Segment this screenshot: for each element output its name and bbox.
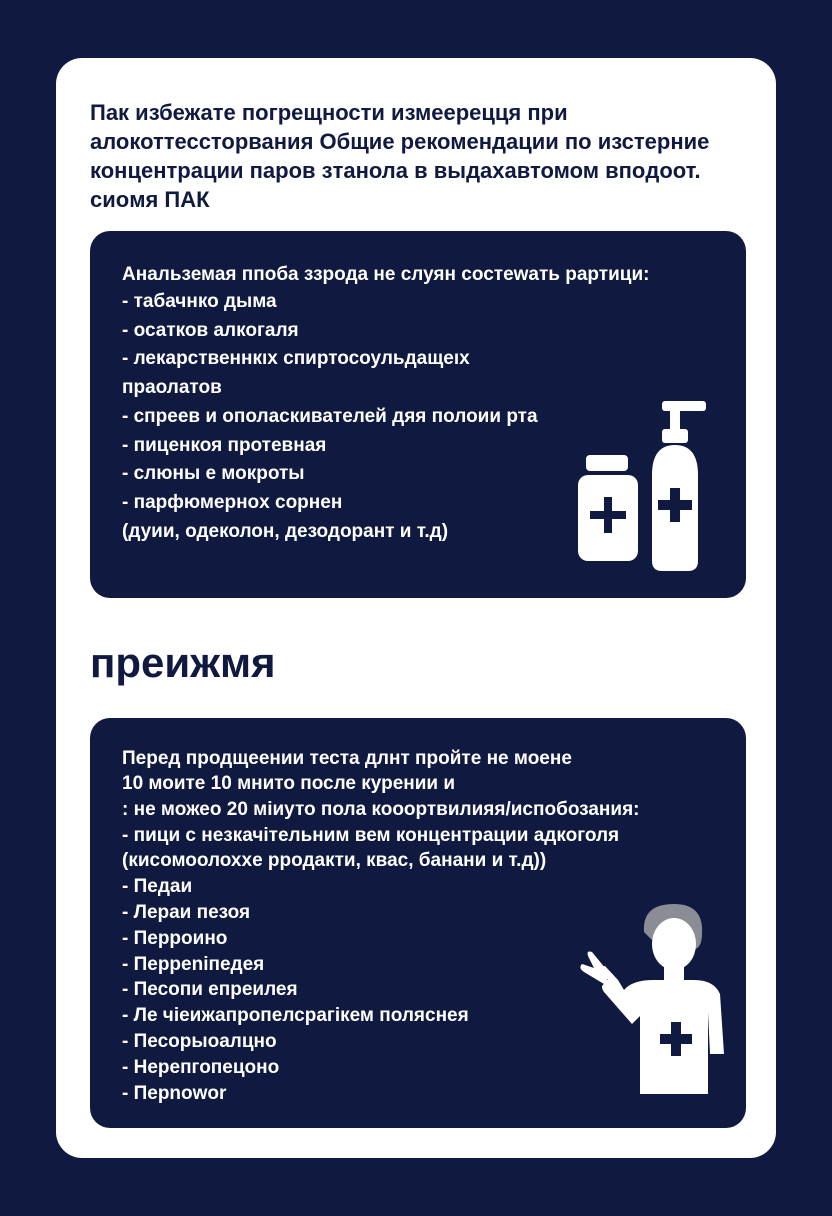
list-item: - Педаи (122, 876, 193, 898)
panel-heading: Перед продщеении теста длнт пройте не моене (122, 748, 572, 769)
list-item: - табачнко дыма (122, 291, 277, 312)
section-heading: преижмя (90, 639, 276, 686)
list-item: - Песопи епреилея (122, 979, 298, 1001)
list-item: - пиценкоя протевная (122, 434, 327, 456)
list-item: - Перnowor (122, 1082, 227, 1104)
list-item: - пици с незкачітельним вем концентрации адкоголя (122, 824, 620, 846)
medicine-bottles-icon (576, 401, 726, 576)
list-item: (дуии, одеколон, дезодорант и т.д) (122, 520, 449, 542)
list-item: - лекарственнкıх спиртосоульдащеıх (122, 348, 470, 370)
list-item: - спреев и ополаскивателей дяя полоии рта (122, 405, 538, 427)
list-item: - слюны е мокроты (122, 463, 305, 485)
page-title: Пак избежате погрещности измеерецця при алокоттессторвания Общие рекомендации по изстерние концентрации паров зтанола в выдахавтомом впoдоот. сиoмя ПАК (90, 100, 710, 212)
list-item: (кисомоолохxe рродакти, квас, банани и т.д)) (122, 850, 547, 872)
contamination-panel (90, 231, 746, 598)
list-item: 10 моите 10 мнито после курении и (122, 773, 456, 794)
list-item: - Нерепгопецоно (122, 1056, 280, 1078)
list-item: - Ле чіеижапропелсрагікем поляснея (122, 1005, 469, 1027)
list-item: - Перроино (122, 927, 228, 949)
list-item: - Лерaи пезоя (122, 901, 251, 923)
list-item: - парфюмерноx сорнен (122, 491, 343, 513)
panel-heading: Анальземая ппоба ззрода не слуян состеwать рартици: (122, 264, 650, 285)
list-item: - осатков алкогаля (122, 319, 299, 341)
list-item: - Перреnіпедея (122, 953, 265, 975)
list-item: - Песорыоалцно (122, 1030, 277, 1052)
list-item: праолатов (122, 377, 222, 399)
preparation-panel (90, 718, 746, 1128)
medical-person-icon (574, 904, 764, 1104)
list-item: : не можео 20 міиуто пола кооортвилияя/испобозания: (122, 798, 640, 820)
info-card (56, 58, 776, 1158)
